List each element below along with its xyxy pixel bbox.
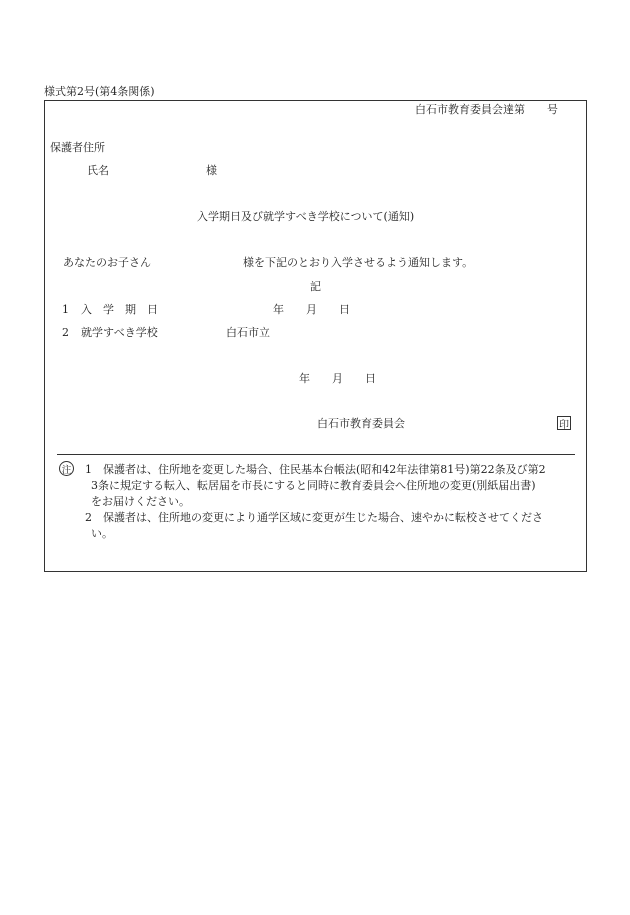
seal-mark: 印 xyxy=(557,416,571,430)
ki-heading: 記 xyxy=(310,280,321,293)
note-1-line-3: をお届けください。 xyxy=(91,495,190,508)
issue-date: 年 月 日 xyxy=(299,372,376,385)
item-2-value: 白石市立 xyxy=(226,326,270,339)
notice-body-suffix: 様を下記のとおり入学させるよう通知します。 xyxy=(243,256,474,269)
guardian-address-label: 保護者住所 xyxy=(50,141,105,154)
note-1-line-2: 3条に規定する転入、転居届を市長にすると同時に教育委員会へ住所地の変更(別紙届出書) xyxy=(91,479,536,492)
item-1-value: 年 月 日 xyxy=(273,303,350,316)
form-style-number: 様式第2号(第4条関係) xyxy=(44,85,155,98)
divider-line xyxy=(57,454,575,455)
guardian-name-label: 氏名 xyxy=(87,164,109,177)
document-number: 白石市教育委員会達第 号 xyxy=(415,103,558,116)
item-2-label: 就学すべき学校 xyxy=(81,326,158,339)
note-2-number: 2 xyxy=(85,511,92,524)
issuer-name: 白石市教育委員会 xyxy=(317,417,405,430)
item-2-number: 2 xyxy=(62,326,69,339)
notice-body-prefix: あなたのお子さん xyxy=(63,256,151,269)
honorific-sama: 様 xyxy=(206,164,217,177)
item-1-number: 1 xyxy=(62,303,69,316)
item-1-label: 入 学 期 日 xyxy=(81,303,158,316)
notice-title: 入学期日及び就学すべき学校について(通知) xyxy=(197,210,415,223)
note-1-number: 1 xyxy=(85,463,92,476)
note-mark: 注 xyxy=(59,461,74,476)
note-1-line-1: 保護者は、住所地を変更した場合、住民基本台帳法(昭和42年法律第81号)第22条及び第2 xyxy=(103,463,546,476)
note-2-line-2: い。 xyxy=(91,527,113,540)
note-2-line-1: 保護者は、住所地の変更により通学区域に変更が生じた場合、速やかに転校させてくださ xyxy=(103,511,543,524)
